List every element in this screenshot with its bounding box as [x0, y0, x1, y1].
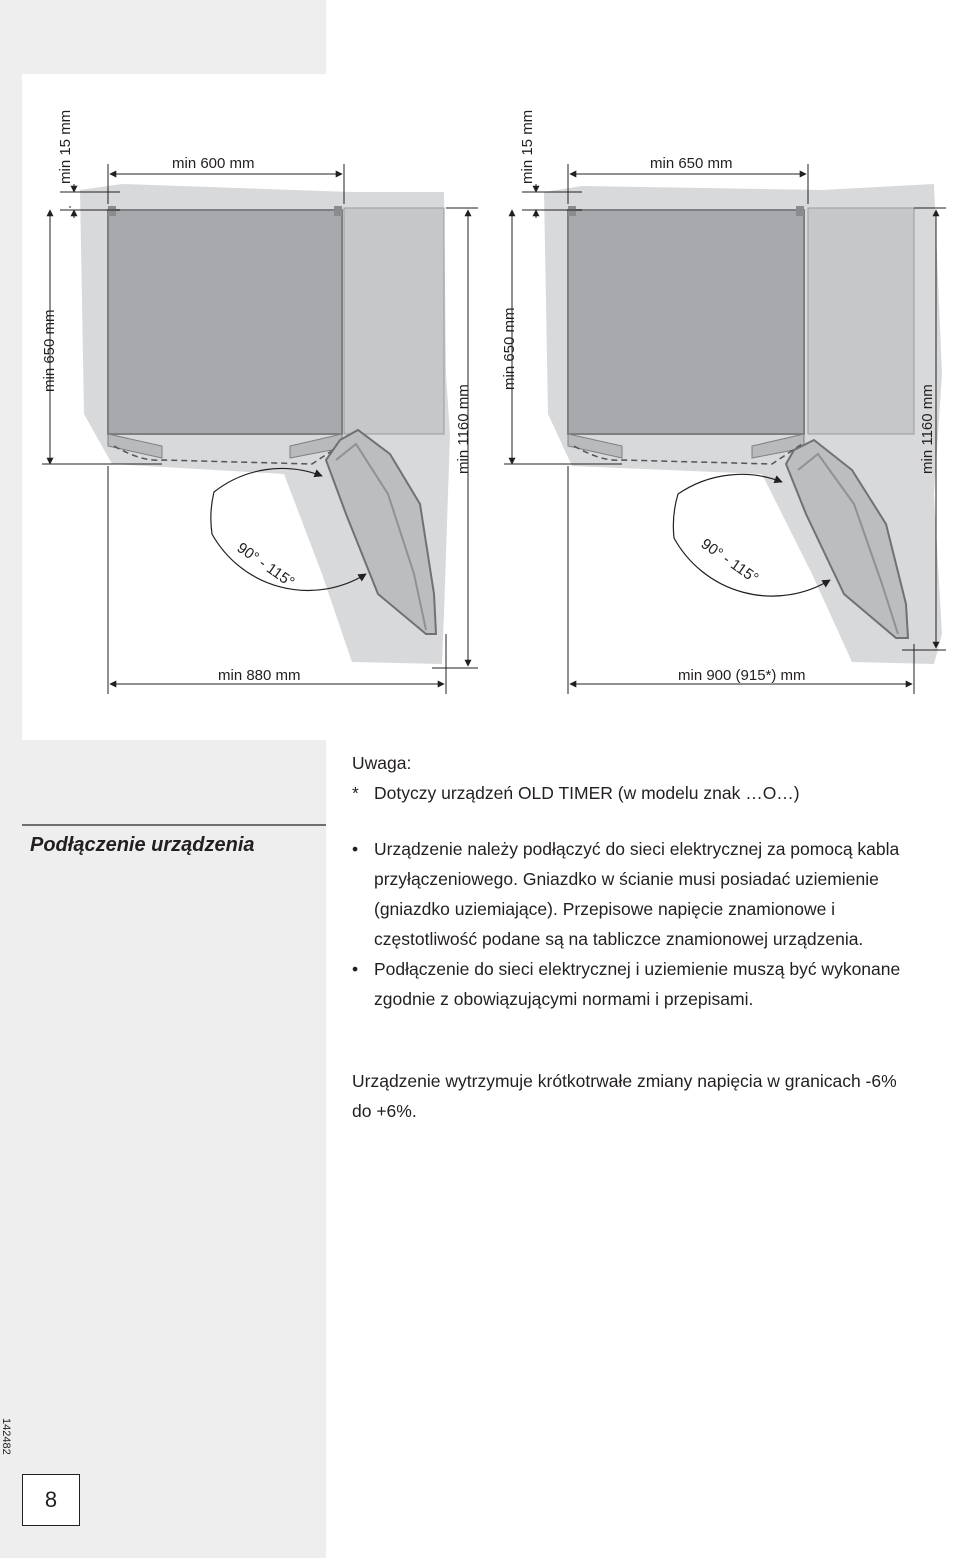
- bullet-list: [352, 834, 942, 1014]
- list-item: [352, 954, 942, 1014]
- left-total-width-label: min 880 mm: [218, 667, 301, 684]
- left-diagram: [41, 110, 478, 694]
- right-fridge-body: [568, 210, 804, 434]
- page-number-text: 8: [44, 1487, 58, 1512]
- right-diagram: [501, 110, 946, 694]
- doc-code: [0, 1418, 14, 1468]
- left-fridge-body: [108, 210, 342, 434]
- left-door-depth-label: min 1160 mm: [455, 384, 472, 474]
- note-text: Dotyczy urządzeń OLD TIMER (w modelu znak …O…): [374, 783, 800, 803]
- page-number: [22, 1474, 80, 1526]
- bullet-text: Urządzenie należy podłączyć do sieci elektrycznej za pomocą kabla przyłączeniowego. Gniazdko w ścianie musi posiadać uziemienie (gniazdko uziemiające). Przepisowe napięcie znamionowe i częstotliwość podane są na tabliczce znamionowej urządzenia.: [374, 839, 900, 949]
- right-depth-label: min 650 mm: [501, 307, 518, 390]
- right-angle-label: 90° - 115°: [697, 535, 762, 588]
- left-angle-label: 90° - 115°: [233, 539, 298, 592]
- right-cabinet: [808, 208, 914, 434]
- note-block: [352, 748, 932, 808]
- bullet-text: Podłączenie do sieci elektrycznej i uziemienie muszą być wykonane zgodnie z obowiązującymi normami i przepisami.: [374, 959, 901, 1009]
- list-item: [352, 834, 942, 954]
- section-divider: [22, 824, 326, 826]
- bullet-icon: •: [352, 839, 359, 859]
- right-top-gap-label: min 15 mm: [519, 109, 536, 184]
- left-depth-label: min 650 mm: [41, 309, 58, 392]
- bullet-icon: •: [352, 959, 359, 979]
- left-top-gap-label: min 15 mm: [57, 109, 74, 184]
- note-star: *: [352, 783, 359, 803]
- section-heading: Podłączenie urządzenia: [30, 834, 255, 856]
- right-width-label: min 650 mm: [650, 155, 733, 172]
- right-door-depth-label: min 1160 mm: [919, 384, 936, 474]
- note-title: Uwaga:: [352, 753, 412, 773]
- note-line: [352, 778, 932, 808]
- installation-diagram: [22, 74, 960, 740]
- left-cabinet: [344, 208, 444, 434]
- right-total-width-label: min 900 (915*) mm: [678, 667, 806, 684]
- closing-paragraph: Urządzenie wytrzymuje krótkotrwałe zmiany napięcia w granicach -6% do +6%.: [352, 1071, 897, 1121]
- left-width-label: min 600 mm: [172, 155, 255, 172]
- doc-code-text: 142482: [0, 1418, 12, 1455]
